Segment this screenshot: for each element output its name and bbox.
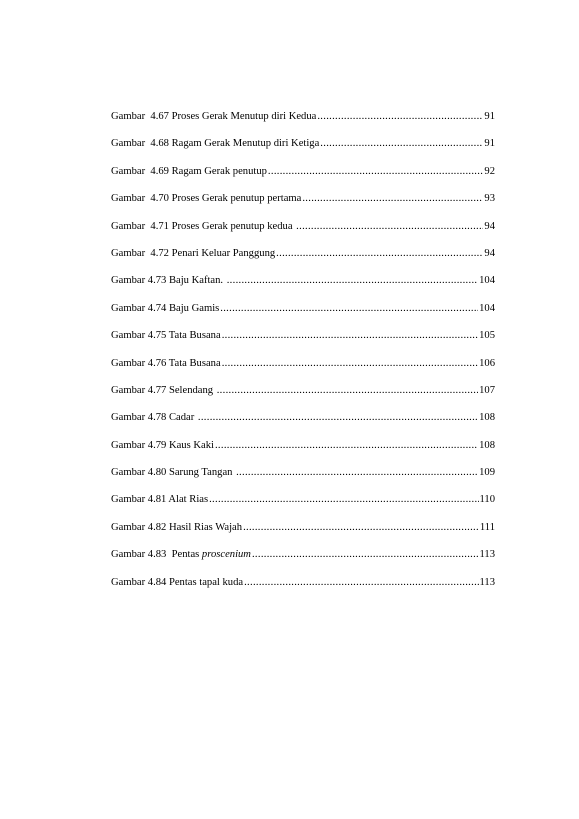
dot-leader: [302, 192, 483, 206]
entry-page-number: 91: [484, 138, 495, 150]
dot-leader: [243, 521, 479, 535]
dot-leader: [320, 137, 483, 151]
dot-leader: [222, 357, 478, 371]
toc-entry: [111, 384, 495, 411]
toc-entry: [111, 302, 495, 329]
dot-leader: [252, 548, 479, 562]
dot-leader: [236, 466, 478, 480]
entry-label: [111, 548, 251, 562]
toc-entry: [111, 192, 495, 219]
dot-leader: [215, 439, 478, 453]
entry-page-number: 109: [479, 467, 495, 479]
dot-leader: [317, 110, 483, 124]
entry-label: Gambar 4.72 Penari Keluar Panggung: [111, 247, 276, 259]
toc-entry: [111, 521, 495, 548]
entry-label: Gambar 4.67 Proses Gerak Menutup diri Kedua: [111, 111, 317, 122]
entry-label: Gambar 4.74 Baju Gamis: [111, 302, 220, 314]
toc-entry: [111, 493, 495, 520]
dot-leader: [244, 576, 478, 590]
entry-page-number: 93: [484, 193, 495, 205]
entry-label-italic: proscenium: [201, 549, 251, 561]
dot-leader: [209, 493, 478, 507]
entry-page-number: 105: [479, 330, 495, 342]
entry-label: Gambar 4.75 Tata Busana: [111, 330, 221, 342]
toc-entry: [111, 466, 495, 493]
dot-leader: [268, 165, 483, 179]
toc-entry: [111, 137, 495, 164]
entry-page-number: 111: [479, 521, 495, 533]
dot-leader: [220, 302, 478, 316]
entry-page-number: 113: [479, 549, 495, 561]
entry-label: Gambar 4.70 Proses Gerak penutup pertama: [111, 193, 302, 205]
entry-label: Gambar 4.73 Baju Kaftan.: [111, 275, 226, 287]
entry-label: Gambar 4.79 Kaus Kaki: [111, 439, 214, 451]
entry-label: Gambar 4.80 Sarung Tangan: [111, 467, 236, 479]
toc-entry: [111, 548, 495, 575]
dot-leader: [217, 384, 478, 398]
dot-leader: [198, 411, 478, 425]
list-of-figures: [111, 110, 495, 603]
entry-page-number: 94: [484, 247, 495, 259]
entry-page-number: 113: [479, 576, 495, 588]
dot-leader: [296, 220, 483, 234]
entry-label: Gambar 4.69 Ragam Gerak penutup: [111, 165, 267, 177]
entry-label: Gambar 4.81 Alat Rias: [111, 494, 209, 506]
entry-label: Gambar 4.68 Ragam Gerak Menutup diri Ketiga: [111, 138, 320, 150]
toc-entry: [111, 329, 495, 356]
entry-page-number: 108: [479, 412, 495, 424]
entry-label: Gambar 4.78 Cadar: [111, 412, 197, 424]
entry-label: Gambar 4.77 Selendang: [111, 384, 216, 396]
entry-label: Gambar 4.71 Proses Gerak penutup kedua: [111, 220, 296, 232]
entry-page-number: 107: [479, 384, 495, 396]
toc-entry: [111, 411, 495, 438]
entry-page-number: 94: [484, 220, 495, 232]
entry-label: Gambar 4.82 Hasil Rias Wajah: [111, 521, 243, 533]
toc-entry: [111, 165, 495, 192]
toc-entry: [111, 576, 495, 603]
entry-page-number: 108: [479, 439, 495, 451]
entry-page-number: 110: [479, 494, 495, 506]
toc-entry: [111, 220, 495, 247]
toc-entry: [111, 357, 495, 384]
entry-page-number: 106: [479, 357, 495, 369]
toc-entry: [111, 247, 495, 274]
toc-entry: [111, 110, 495, 137]
dot-leader: [276, 247, 483, 261]
entry-label: Gambar 4.76 Tata Busana: [111, 357, 221, 369]
entry-label-prefix: Gambar 4.83 Pentas: [111, 549, 202, 561]
entry-page-number: 104: [479, 275, 495, 287]
entry-page-number: 92: [484, 165, 495, 177]
entry-label: Gambar 4.84 Pentas tapal kuda: [111, 576, 244, 588]
dot-leader: [222, 329, 478, 343]
toc-entry: [111, 274, 495, 301]
dot-leader: [227, 274, 478, 288]
toc-entry: [111, 439, 495, 466]
entry-page-number: 91: [484, 111, 495, 122]
entry-page-number: 104: [479, 302, 495, 314]
